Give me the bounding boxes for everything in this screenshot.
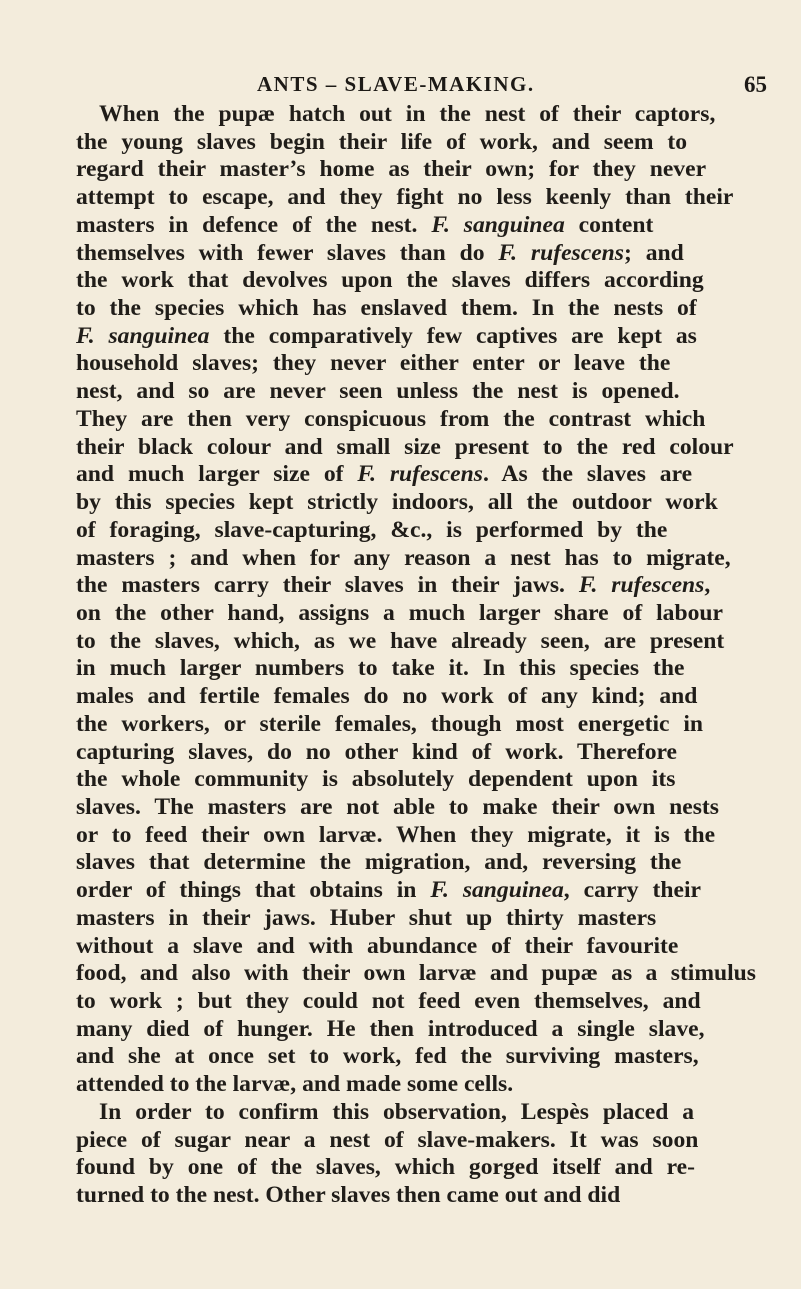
text-line: the work that devolves upon the slaves differs according <box>76 267 704 294</box>
page-header <box>95 72 775 102</box>
text-line: on the other hand, assigns a much larger share of labour <box>76 599 723 626</box>
text-line: nest, and so are never seen unless the nest is opened. <box>76 378 680 405</box>
text-line: many died of hunger. He then introduced a single slave, <box>76 1015 705 1042</box>
text-line: the whole community is absolutely dependent upon its <box>76 766 676 793</box>
running-head: ANTS – SLAVE-MAKING. <box>257 72 535 96</box>
text-line: piece of sugar near a nest of slave-makers. It was soon <box>76 1126 699 1153</box>
text-line: attempt to escape, and they fight no less keenly than their <box>76 184 734 211</box>
text-line: their black colour and small size present to the red colour <box>76 433 734 460</box>
text-line: capturing slaves, do no other kind of work. Therefore <box>76 738 678 765</box>
text-line: to the slaves, which, as we have already seen, are present <box>76 627 725 654</box>
text-line: F. sanguinea the comparatively few captives are kept as <box>76 322 697 349</box>
text-line: and she at once set to work, fed the surviving masters, <box>76 1043 699 1070</box>
text-line: and much larger size of F. rufescens. As the slaves are <box>76 461 693 488</box>
text-line: in much larger numbers to take it. In this species the <box>76 655 685 682</box>
text-line: the young slaves begin their life of work, and seem to <box>76 128 688 155</box>
text-line: found by one of the slaves, which gorged itself and re- <box>76 1154 695 1181</box>
text-line: slaves. The masters are not able to make their own nests <box>76 794 719 820</box>
page-number: 65 <box>744 72 767 97</box>
text-line: attended to the larvæ, and made some cells. <box>76 1071 514 1098</box>
text-line: turned to the nest. Other slaves then came out and did <box>76 1182 621 1209</box>
text-line: or to feed their own larvæ. When they migrate, it is the <box>76 821 716 848</box>
text-line: of foraging, slave-capturing, &c., is performed by the <box>76 516 668 543</box>
text-line: themselves with fewer slaves than do F. rufescens; and <box>76 239 684 266</box>
text-line: males and fertile females do no work of any kind; and <box>76 683 698 710</box>
text-line: order of things that obtains in F. sanguinea, carry their <box>76 877 701 904</box>
text-line: masters in defence of the nest. F. sanguinea content <box>76 211 654 238</box>
text-line: by this species kept strictly indoors, all the outdoor work <box>76 489 718 516</box>
text-line: In order to confirm this observation, Lespès placed a <box>99 1098 695 1125</box>
text-line: to work ; but they could not feed even themselves, and <box>76 988 701 1015</box>
text-line: food, and also with their own larvæ and pupæ as a stimulus <box>76 960 756 987</box>
text-line: masters in their jaws. Huber shut up thirty masters <box>76 904 657 931</box>
text-line: the masters carry their slaves in their jaws. F. rufescens, <box>76 572 711 599</box>
text-line: to the species which has enslaved them. In the nests of <box>76 295 697 322</box>
text-line: masters ; and when for any reason a nest has to migrate, <box>76 544 731 571</box>
text-line: regard their master’s home as their own; for they never <box>76 156 707 183</box>
text-line: household slaves; they never either enter or leave the <box>76 350 671 377</box>
text-line: without a slave and with abundance of their favourite <box>76 932 679 959</box>
text-line: When the pupæ hatch out in the nest of their captors, <box>99 101 716 127</box>
text-line: They are then very conspicuous from the contrast which <box>76 405 706 432</box>
text-line: the workers, or sterile females, though most energetic in <box>76 710 704 737</box>
text-line: slaves that determine the migration, and, reversing the <box>76 849 682 876</box>
